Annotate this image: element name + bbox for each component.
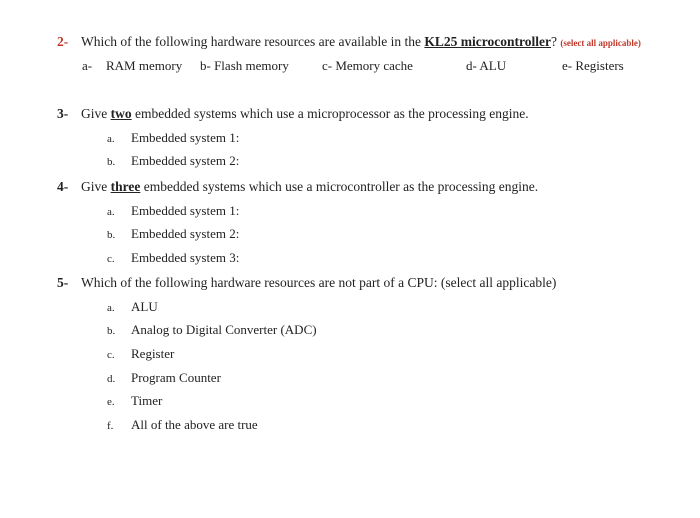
question-2 (57, 34, 641, 50)
question-number: 4- (57, 179, 69, 194)
question-text: Which of the following hardware resources are not part of a CPU: (select all applicable) (81, 275, 557, 290)
list-item: a. Embedded system 1: (107, 203, 240, 218)
question-highlight: two (110, 106, 132, 121)
list-item: f. All of the above are true (107, 417, 258, 432)
option-c[interactable]: c- Memory cache (322, 58, 413, 73)
list-item: b. Embedded system 2: (107, 226, 240, 241)
question-text-end: embedded systems which use a microprocessor as the processing engine. (131, 106, 529, 121)
question-text-end: embedded systems which use a microcontroller as the processing engine. (140, 179, 539, 194)
list-item: b. Analog to Digital Converter (ADC) (107, 322, 317, 337)
question-number: 3- (57, 106, 69, 121)
list-item: a. Embedded system 1: (107, 130, 240, 145)
question-4 (57, 179, 538, 195)
question-text-end: ? (550, 34, 557, 49)
question-highlight: KL25 microcontroller (424, 34, 551, 49)
select-note: (select all applicable) (560, 38, 641, 48)
question-5 (57, 275, 556, 291)
list-item: a. ALU (107, 299, 158, 314)
question-text: Give (81, 179, 111, 194)
question-text: Which of the following hardware resources are available in the (81, 34, 425, 49)
question-highlight: three (110, 179, 141, 194)
question-3 (57, 106, 529, 122)
question-text: Give (81, 106, 111, 121)
list-item: d. Program Counter (107, 370, 221, 385)
option-a[interactable]: RAM memory (106, 58, 183, 73)
list-item: c. Embedded system 3: (107, 250, 240, 265)
option-a-prefix: a- (82, 58, 93, 73)
list-item: c. Register (107, 346, 175, 361)
list-item: e. Timer (107, 393, 163, 408)
question-number: 5- (57, 275, 69, 290)
option-e[interactable]: e- Registers (562, 58, 624, 73)
option-b[interactable]: b- Flash memory (200, 58, 289, 73)
option-d[interactable]: d- ALU (466, 58, 507, 73)
question-number: 2- (57, 34, 69, 49)
list-item: b. Embedded system 2: (107, 153, 240, 168)
